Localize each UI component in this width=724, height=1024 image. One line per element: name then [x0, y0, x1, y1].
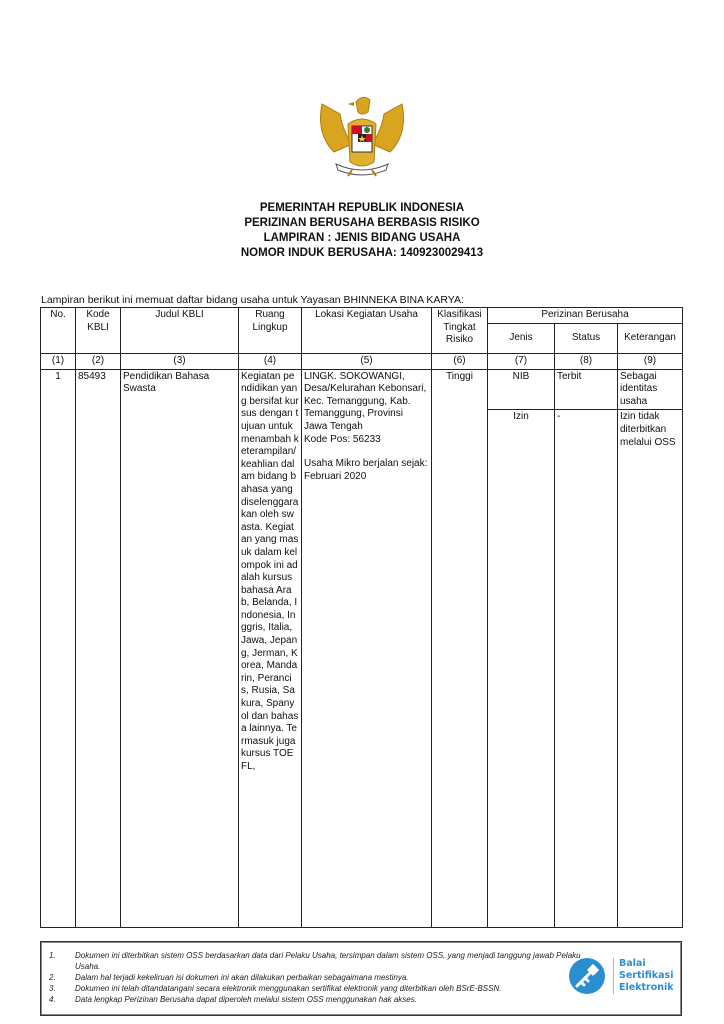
col-num-4: (4) — [239, 354, 302, 370]
garuda-emblem-icon — [312, 84, 412, 184]
table-row — [41, 369, 683, 410]
heading-nib: NOMOR INDUK BERUSAHA: 1409230029413 — [240, 247, 484, 259]
col-num-5: (5) — [302, 354, 432, 370]
col-num-2: (2) — [76, 354, 121, 370]
col-num-9: (9) — [618, 354, 683, 370]
cell-kode-kbli: 85493 — [76, 369, 121, 928]
bsre-key-icon — [567, 956, 607, 996]
cell-judul-kbli: Pendidikan Bahasa Swasta — [121, 369, 239, 928]
header-judul-kbli: Judul KBLI — [121, 308, 239, 354]
lokasi-usaha-mikro: Usaha Mikro berjalan sejak: Februari 2020 — [304, 458, 428, 482]
bsre-logo-text: Balai Sertifikasi Elektronik — [613, 958, 674, 994]
cell-status-nib: Terbit — [555, 369, 618, 410]
header-jenis: Jenis — [488, 324, 555, 354]
col-num-3: (3) — [121, 354, 239, 370]
cell-risiko: Tinggi — [432, 369, 488, 928]
kbli-table — [40, 307, 683, 928]
lokasi-kode-pos: Kode Pos: 56233 — [304, 433, 381, 445]
cell-jenis-izin: Izin — [488, 410, 555, 928]
cell-lokasi — [302, 369, 432, 928]
cell-keterangan-izin: Izin tidak diterbitkan melalui OSS — [618, 410, 683, 928]
header-klasifikasi-risiko: Klasifikasi Tingkat Risiko — [432, 308, 488, 354]
column-number-row — [41, 354, 683, 370]
header-lokasi: Lokasi Kegiatan Usaha — [302, 308, 432, 354]
lokasi-address: LINGK. SOKOWANGI, Desa/Kelurahan Kebonsari, Kec. Temanggung, Kab. Temanggung, Provinsi Jawa Tengah — [304, 370, 427, 432]
cell-ruang-lingkup: Kegiatan pendidikan yang bersifat kursus dengan tujuan untuk menambah keterampilan/keahlian dalam bidang bahasa yang diselenggarakan oleh swasta. Kegiatan yang masuk dalam kelompok ini adalah kursus bahasa Arab, Belanda, Indonesia, Inggris, Italia, Jawa, Jepang, Jerman, Korea, Mandarin, Perancis, Rusia, Sakura, Spanyol dan bahasa lainnya. Termasuk juga kursus TOEFL, — [239, 369, 302, 928]
cell-no: 1 — [41, 369, 76, 928]
col-num-7: (7) — [488, 354, 555, 370]
col-num-1: (1) — [41, 354, 76, 370]
footer-note: 3. Dokumen ini telah ditandatangani secara elektronik menggunakan sertifikat elektronik yang diterbitkan oleh BSrE-BSSN. — [49, 984, 502, 993]
col-num-8: (8) — [555, 354, 618, 370]
header-ruang-lingkup: Ruang Lingkup — [239, 308, 302, 354]
bsre-logo — [567, 956, 674, 998]
footer-note: 4. Data lengkap Perizinan Berusaha dapat diperoleh melalui sistem OSS menggunakan hak akses. — [49, 995, 417, 1004]
cell-jenis-nib: NIB — [488, 369, 555, 410]
header-kode-kbli: Kode KBLI — [76, 308, 121, 354]
cell-keterangan-nib: Sebagai identitas usaha — [618, 369, 683, 410]
footer-notes-box — [40, 941, 682, 1016]
heading-perizinan: PERIZINAN BERUSAHA BERBASIS RISIKO — [244, 217, 480, 229]
footer-note: 1. Dokumen ini diterbitkan sistem OSS berdasarkan data dari Pelaku Usaha, tersimpan dalam sistem OSS, yang menjadi tanggung jawab Pelaku Usaha. — [49, 951, 581, 971]
header-no: No. — [41, 308, 76, 354]
document-heading — [0, 201, 724, 261]
header-keterangan: Keterangan — [618, 324, 683, 354]
heading-government: PEMERINTAH REPUBLIK INDONESIA — [259, 202, 465, 214]
intro-text: Lampiran berikut ini memuat daftar bidang usaha untuk Yayasan BHINNEKA BINA KARYA: — [41, 294, 464, 306]
header-perizinan-berusaha: Perizinan Berusaha — [488, 308, 683, 324]
heading-lampiran: LAMPIRAN : JENIS BIDANG USAHA — [263, 232, 461, 244]
cell-status-izin: - — [555, 410, 618, 928]
header-status: Status — [555, 324, 618, 354]
footer-note: 2. Dalam hal terjadi kekeliruan isi dokumen ini akan dilakukan perbaikan sebagaimana mestinya. — [49, 973, 409, 982]
col-num-6: (6) — [432, 354, 488, 370]
